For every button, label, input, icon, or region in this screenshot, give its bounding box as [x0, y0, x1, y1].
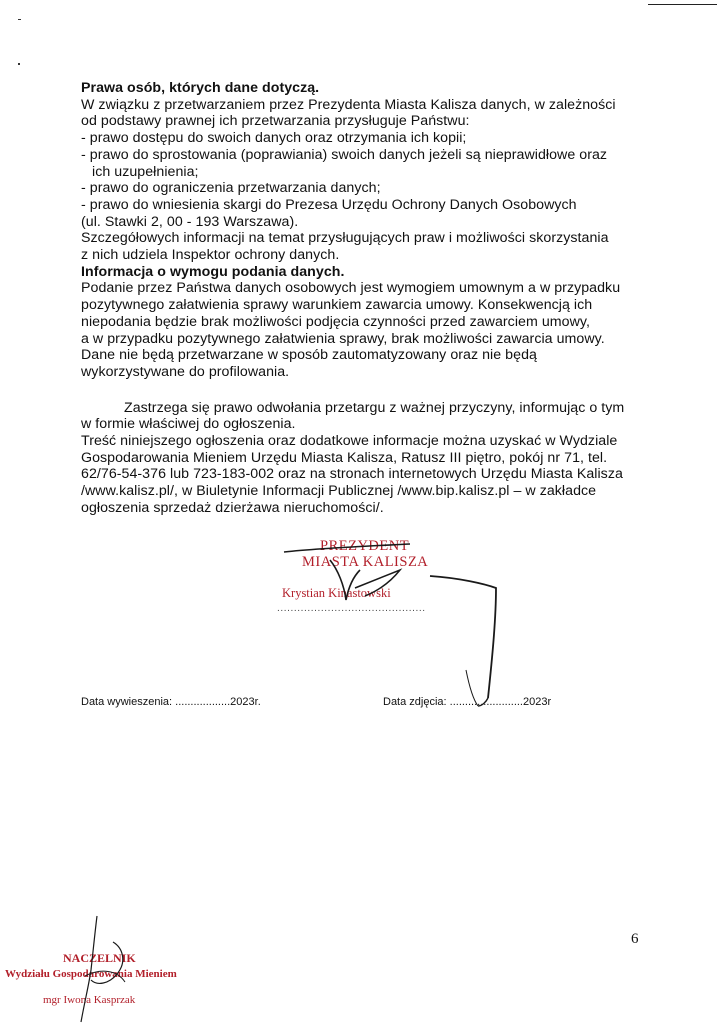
requirement-line: wykorzystywane do profilowania.	[81, 363, 290, 380]
rights-line: Szczegółowych informacji na temat przysługujących praw i możliwości skorzystania	[81, 230, 609, 247]
closing-line: Zastrzega się prawo odwołania przetargu z ważnej przyczyny, informując o tym	[124, 399, 625, 416]
closing-line: 62/76-54-376 lub 723-183-002 oraz na stronach internetowych Urzędu Miasta Kalisza	[81, 466, 623, 483]
rights-list-item: - prawo do sprostowania (poprawiania) swoich danych jeżeli są nieprawidłowe oraz	[81, 146, 608, 163]
closing-line: /www.kalisz.pl/, w Biuletynie Informacji Publicznej /www.bip.kalisz.pl – w zakładce	[81, 483, 597, 500]
head-of-department-stamp	[5, 912, 205, 1024]
requirement-line: Podanie przez Państwa danych osobowych jest wymogiem umownym a w przypadku	[81, 280, 621, 297]
requirement-line: a w przypadku pozytywnego załatwienia sprawy, brak możliwości zawarcia umowy.	[81, 330, 605, 347]
stamp2-title: NACZELNIK	[63, 951, 136, 965]
rights-heading: Prawa osób, których dane dotyczą.	[81, 80, 320, 96]
posting-date: Data wywieszenia: ..................2023r.	[81, 696, 261, 708]
closing-line: Treść niniejszego ogłoszenia oraz dodatkowe informacje można uzyskać w Wydziale	[81, 433, 618, 450]
scan-edge-line	[648, 4, 717, 5]
paragraph-gap	[81, 381, 661, 400]
stamp-city: MIASTA KALISZA	[302, 554, 429, 570]
rights-list-item: - prawo dostępu do swoich danych oraz otrzymania ich kopii;	[81, 130, 467, 147]
stamp2-department: Wydziału Gospodarowania Mieniem	[5, 968, 177, 980]
requirement-line: pozytywnego załatwienia sprawy warunkiem zawarcia umowy. Konsekwencją ich	[81, 297, 593, 314]
page-number: 6	[631, 931, 639, 947]
rights-list-item: - prawo do ograniczenia przetwarzania danych;	[81, 180, 381, 197]
rights-line: W związku z przetwarzaniem przez Prezydenta Miasta Kalisza danych, w zależności	[81, 96, 616, 113]
stamp-name: Krystian Kinastowski	[282, 586, 391, 600]
rights-list-item-cont: ich uzupełnienia;	[92, 163, 199, 180]
rights-list-item: - prawo do wniesienia skargi do Prezesa Urzędu Ochrony Danych Osobowych	[81, 196, 577, 213]
rights-line: z nich udziela Inspektor ochrony danych.	[81, 247, 340, 264]
rights-line: (ul. Stawki 2, 00 - 193 Warszawa).	[81, 213, 299, 230]
stamp2-name: mgr Iwona Kasprzak	[43, 994, 136, 1006]
scan-speck	[18, 19, 21, 20]
closing-line: w formie właściwej do ogłoszenia.	[81, 416, 296, 433]
stamp-title: PREZYDENT	[320, 538, 410, 554]
signature-dotted-line: ............................................	[277, 603, 426, 614]
removal-date: Data zdjęcia: ........................2023r	[383, 696, 552, 708]
scan-speck	[18, 63, 20, 65]
requirement-heading: Informacja o wymogu podania danych.	[81, 263, 345, 280]
rights-line: od podstawy prawnej ich przetwarzania przysługuje Państwu:	[81, 113, 470, 130]
requirement-line: niepodania będzie brak możliwości podjęcia czynności przed zawarciem umowy,	[81, 313, 590, 330]
handwritten-signature	[260, 530, 520, 720]
president-stamp	[260, 530, 520, 720]
closing-line: Gospodarowania Mieniem Urzędu Miasta Kalisza, Ratusz III piętro, pokój nr 71, tel.	[81, 449, 608, 466]
closing-line: ogłoszenia sprzedaż dzierżawa nieruchomości/.	[81, 499, 384, 516]
document-body	[81, 80, 661, 517]
requirement-line: Dane nie będą przetwarzane w sposób zautomatyzowany oraz nie będą	[81, 347, 537, 364]
handwritten-signature	[5, 912, 205, 1024]
